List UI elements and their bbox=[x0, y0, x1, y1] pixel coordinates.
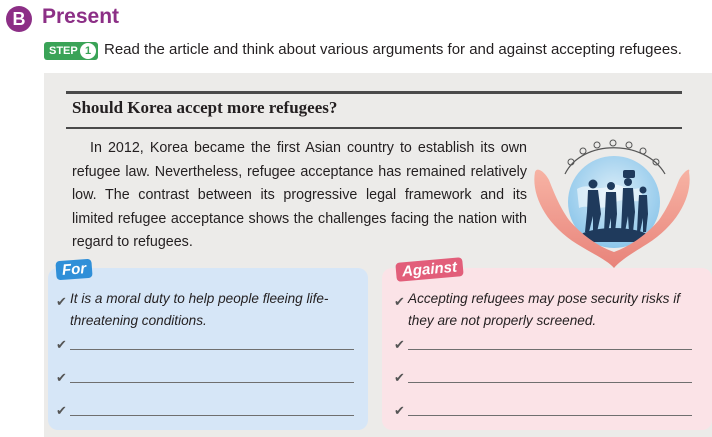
section-letter-badge: B bbox=[6, 6, 32, 32]
checkmark-icon: ✔ bbox=[56, 403, 67, 418]
against-answer-field-3[interactable] bbox=[408, 415, 692, 416]
for-label: For bbox=[55, 259, 92, 280]
article-body: In 2012, Korea became the first Asian country to establish its own refugee law. Nevertheless, refugee acceptance has remained relatively low. The contrast between its progressive legal framework and its limited refugee acceptance shows the challenges facing the nation with regard to refugees. bbox=[72, 140, 527, 251]
step-instruction: Read the article and think about various arguments for and against accepting refugees. bbox=[104, 41, 682, 58]
checkmark-icon: ✔ bbox=[394, 370, 405, 385]
for-example-line-1: It is a moral duty to help people fleeing life- bbox=[70, 291, 329, 306]
for-example-line-2: threatening conditions. bbox=[70, 313, 207, 328]
checkmark-icon: ✔ bbox=[56, 294, 67, 309]
article-title: Should Korea accept more refugees? bbox=[72, 98, 338, 117]
step-badge bbox=[44, 42, 98, 60]
title-rule-bottom bbox=[66, 127, 682, 129]
step-number: 1 bbox=[80, 43, 96, 59]
checkmark-icon: ✔ bbox=[394, 294, 405, 309]
section-title: Present bbox=[42, 5, 120, 28]
checkmark-icon: ✔ bbox=[394, 337, 405, 352]
checkmark-icon: ✔ bbox=[56, 337, 67, 352]
for-answer-field-3[interactable] bbox=[70, 415, 354, 416]
against-answer-field-2[interactable] bbox=[408, 382, 692, 383]
checkmark-icon: ✔ bbox=[394, 403, 405, 418]
step-label: STEP bbox=[49, 45, 78, 57]
against-example-line-1: Accepting refugees may pose security risks if bbox=[408, 291, 680, 306]
checkmark-icon: ✔ bbox=[56, 370, 67, 385]
for-answer-field-2[interactable] bbox=[70, 382, 354, 383]
hands-globe-refugees-icon bbox=[527, 134, 697, 269]
against-example-line-2: they are not properly screened. bbox=[408, 313, 597, 328]
title-rule-top bbox=[66, 91, 682, 94]
for-answer-field-1[interactable] bbox=[70, 349, 354, 350]
against-answer-field-1[interactable] bbox=[408, 349, 692, 350]
against-label: Against bbox=[395, 257, 463, 282]
